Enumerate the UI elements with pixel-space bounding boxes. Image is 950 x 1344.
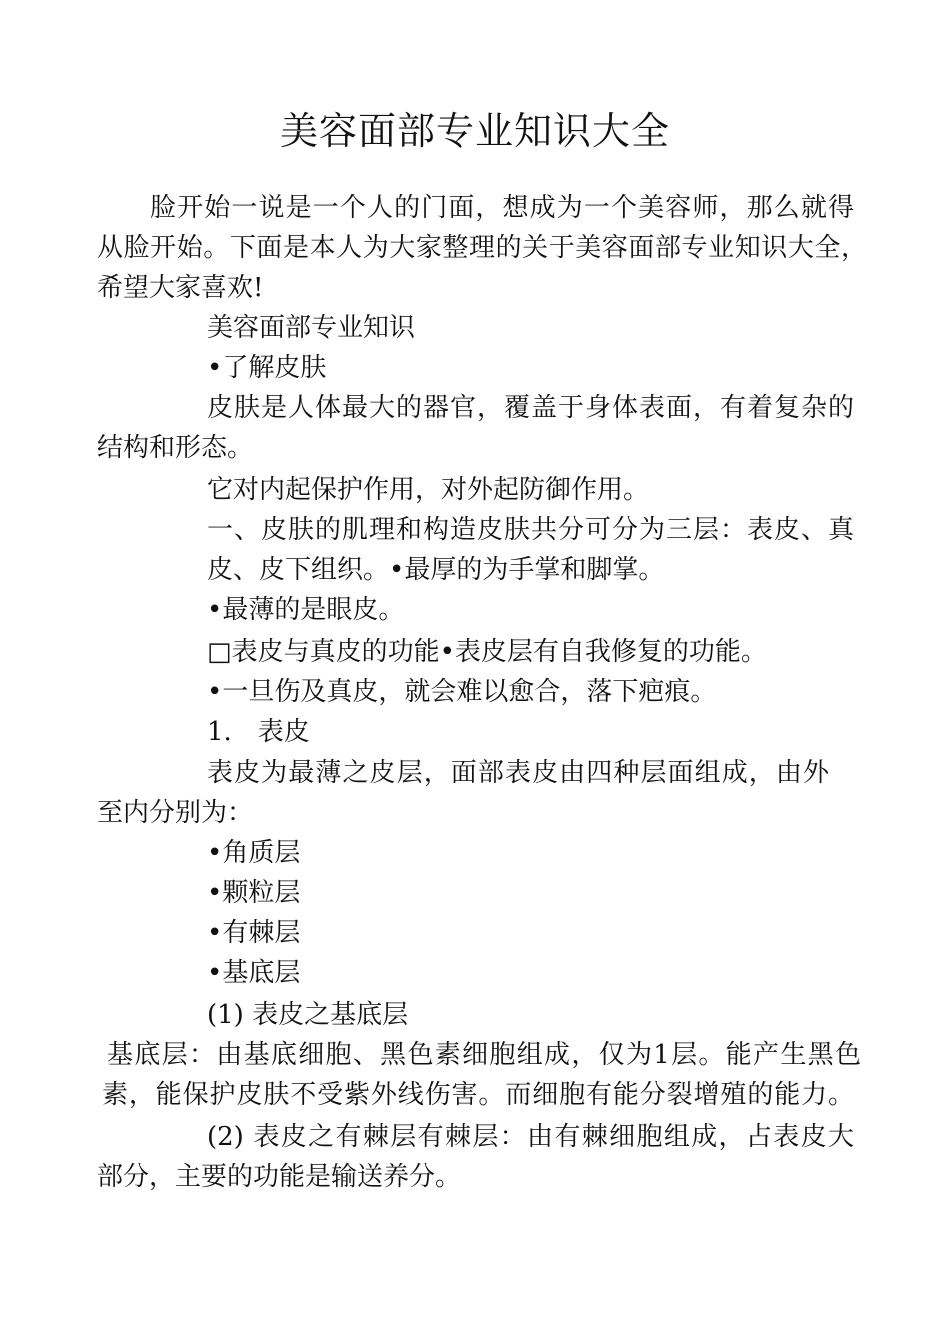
list-item: •角质层 [207, 838, 301, 868]
paragraph-line: 脸开始一说是一个人的门面，想成为一个美容师，那么就得 [150, 193, 854, 223]
paragraph-line: (2) 表皮之有棘层有棘层：由有棘细胞组成，占表皮大 [207, 1122, 854, 1152]
paragraph-line: 皮肤是人体最大的器官，覆盖于身体表面，有着复杂的 [207, 393, 854, 423]
list-item: •有棘层 [207, 918, 301, 948]
paragraph-line: 从脸开始。下面是本人为大家整理的关于美容面部专业知识大全， [97, 233, 867, 263]
document-title: 美容面部专业知识大全 [279, 109, 670, 153]
section-heading: 1. 表皮 [207, 717, 310, 747]
paragraph-line: 一、皮肤的肌理和构造皮肤共分可分为三层：表皮、真 [207, 515, 854, 545]
list-item: •一旦伤及真皮，就会难以愈合，落下疤痕。 [207, 677, 717, 707]
section-heading: 美容面部专业知识 [207, 313, 416, 343]
list-item: •颗粒层 [207, 878, 301, 908]
paragraph-line: 基底层：由基底细胞、黑色素细胞组成，仅为1层。能产生黑色 [107, 1040, 861, 1070]
list-item: •最薄的是眼皮。 [207, 595, 405, 625]
paragraph-line: 部分，主要的功能是输送养分。 [97, 1162, 462, 1192]
paragraph-line: □表皮与真皮的功能•表皮层有自我修复的功能。 [207, 637, 767, 667]
paragraph-line: 至内分别为： [97, 798, 254, 828]
paragraph-line: 它对内起保护作用，对外起防御作用。 [207, 475, 650, 505]
paragraph-line: 素，能保护皮肤不受紫外线伤害。而细胞有能分裂增殖的能力。 [102, 1080, 854, 1110]
paragraph-line: 希望大家喜欢! [97, 273, 264, 303]
paragraph-line: 皮、皮下组织。•最厚的为手掌和脚掌。 [207, 555, 665, 585]
section-heading: (1) 表皮之基底层 [207, 1000, 409, 1030]
paragraph-line: 结构和形态。 [97, 433, 254, 463]
list-item: •了解皮肤 [207, 353, 327, 383]
list-item: •基底层 [207, 958, 301, 988]
paragraph-line: 表皮为最薄之皮层，面部表皮由四种层面组成，由外 [207, 758, 829, 788]
